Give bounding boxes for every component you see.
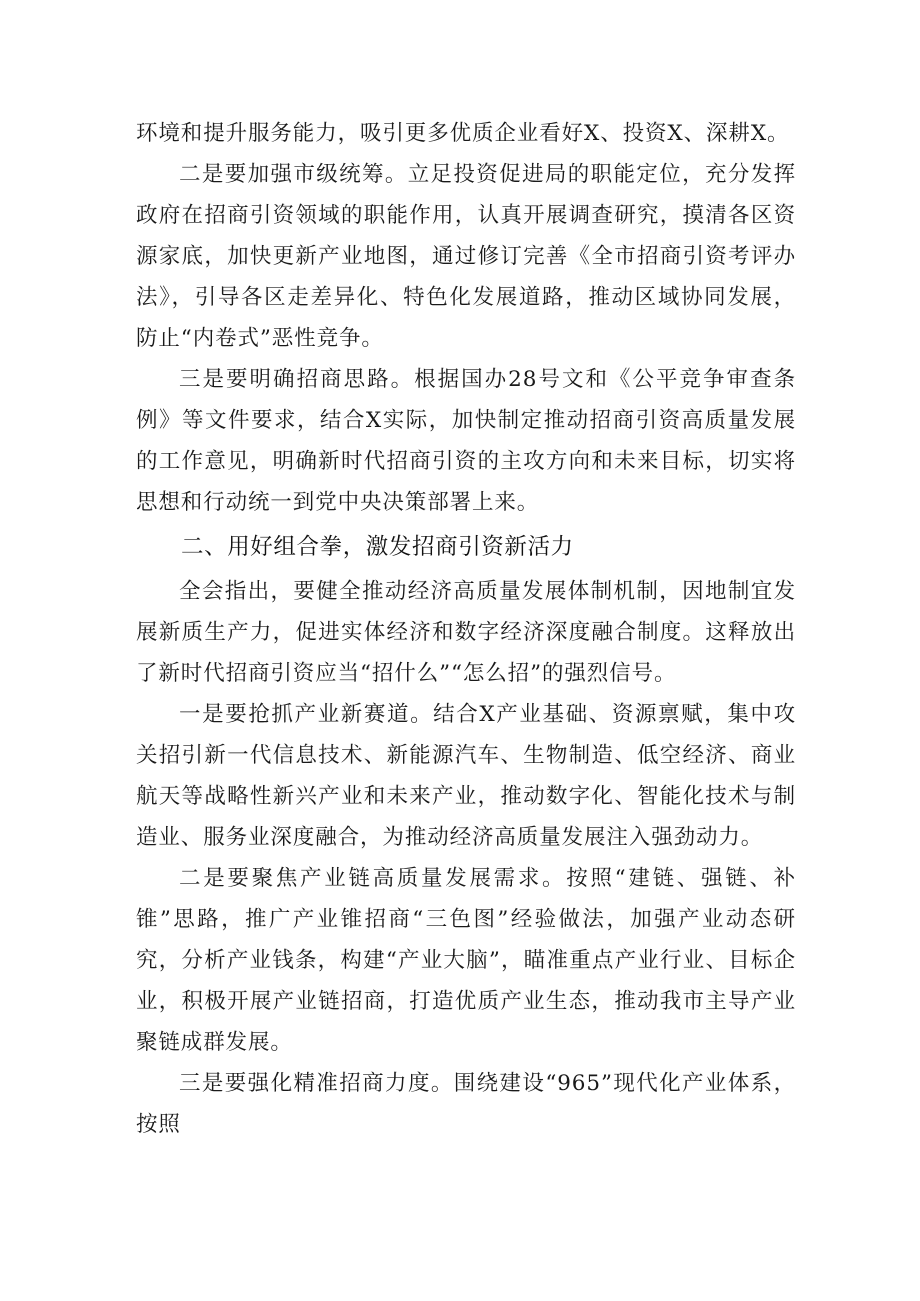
paragraph-industry-chain: 二是要聚焦产业链高质量发展需求。按照“建链、强链、补锥”思路，推广产业锥招商“三色图”经验做法，加强产业动态研究，分析产业钱条，构建“产业大脑”，瞄准重点产业行业、目标企业，积极开展产业链招商，打造优质产业生态，推动我市主导产业聚链成群发展。 bbox=[136, 866, 796, 1055]
paragraph-municipal-coordination: 二是要加强市级统筹。立足投资促进局的职能定位，充分发挥政府在招商引资领域的职能作用，认真开展调查研究，摸清各区资源家底，加快更新产业地图，通过修订完善《全市招商引资考评办法》，引导各区走差异化、特色化发展道路，推动区域协同发展，防止“内卷式”恶性竞争。 bbox=[136, 162, 796, 351]
paragraph-plenary-session: 全会指出，要健全推动经济高质量发展体制机制，因地制宜发展新质生产力，促进实体经济和数字经济深度融合制度。这释放出了新时代招商引资应当“招什么”“怎么招”的强烈信号。 bbox=[136, 579, 796, 686]
paragraph-precise-investment: 三是要强化精准招商力度。围绕建设“965”现代化产业体系，按照 bbox=[136, 1071, 796, 1137]
paragraph-new-industry-tracks: 一是要抢抓产业新赛道。结合X产业基础、资源禀赋，集中攻关招引新一代信息技术、新能源汽车、生物制造、低空经济、商业航天等战略性新兴产业和未来产业，推动数字化、智能化技术与制造业、服务业深度融合，为推动经济高质量发展注入强劲动力。 bbox=[136, 702, 796, 850]
paragraph-continued: 环境和提升服务能力，吸引更多优质企业看好X、投资X、深耕X。 bbox=[136, 121, 790, 146]
section-heading: 二、用好组合拳，激发招商引资新活力 bbox=[181, 534, 574, 560]
document-body bbox=[136, 113, 796, 1145]
paragraph-investment-strategy: 三是要明确招商思路。根据国办28号文和《公平竞争审查条例》等文件要求，结合X实际，加快制定推动招商引资高质量发展的工作意见，明确新时代招商引资的主攻方向和未来目标，切实将思想和行动统一到党中央决策部署上来。 bbox=[136, 367, 796, 515]
